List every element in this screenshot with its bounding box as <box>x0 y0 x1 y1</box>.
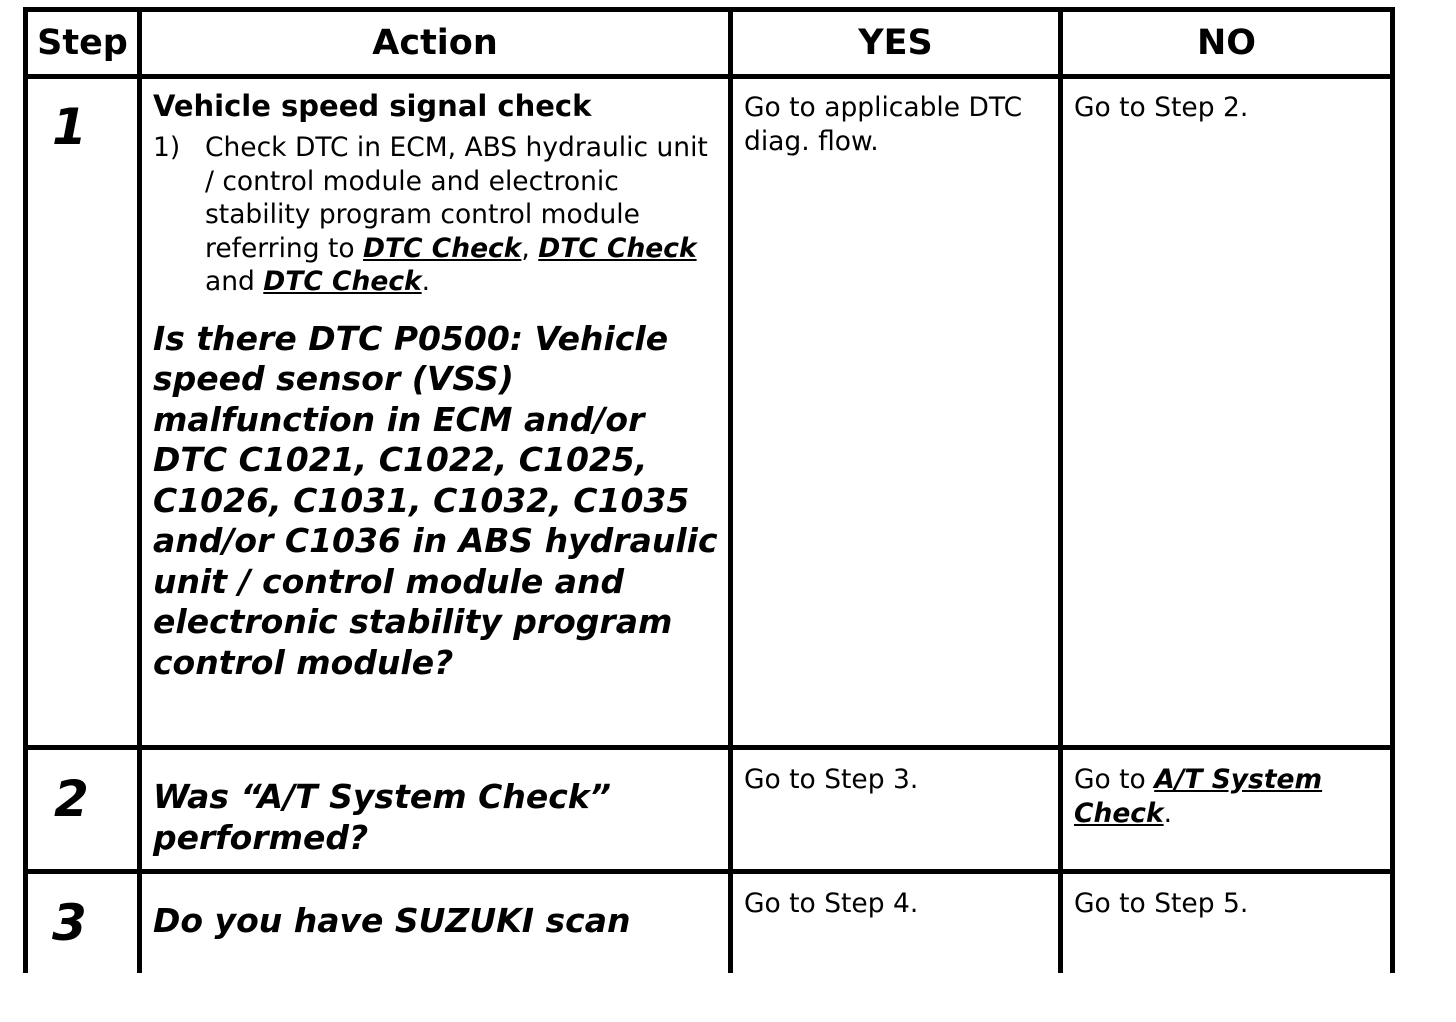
at-system-check-link[interactable]: A/T System Check <box>1074 764 1323 829</box>
no-suffix: . <box>1163 797 1173 829</box>
dtc-check-link[interactable]: DTC Check <box>263 266 422 298</box>
substep-item <box>153 131 719 299</box>
sentence-end: . <box>421 266 431 298</box>
table-right-border <box>1390 7 1395 973</box>
substep-text-body: Check DTC in ECM, ABS hydraulic unit / control module and electronic stability program control module referring to <box>205 132 708 264</box>
substep-number: 1) <box>153 132 181 164</box>
table-top-border <box>23 7 1395 12</box>
action-title: Vehicle speed signal check <box>153 89 592 123</box>
action-question: Was “A/T System Check” performed? <box>153 777 611 857</box>
no-result: Go to Step 5. <box>1074 888 1249 919</box>
action-yes-divider <box>728 7 733 973</box>
yes-result: Go to Step 4. <box>744 888 919 919</box>
dtc-check-link[interactable]: DTC Check <box>363 232 522 264</box>
no-prefix: Go to <box>1074 764 1155 795</box>
substep-text <box>205 131 719 299</box>
action-question: Is there DTC P0500: Vehicle speed sensor (VSS) malfunction in ECM and/or DTC C1021, C1022, C1025, C1026, C1031, C1032, C1035 and/or C1036 in ABS hydraulic unit / control module and electronic stability program control module? <box>153 318 718 682</box>
header-step: Step <box>37 23 128 63</box>
header-bottom-border <box>23 74 1395 79</box>
step-number: 2 <box>54 770 89 828</box>
separator: and <box>205 266 264 298</box>
yes-result: Go to Step 3. <box>744 764 919 795</box>
action-question: Do you have SUZUKI scan <box>153 901 631 940</box>
step-action-divider <box>137 7 142 973</box>
header-no: NO <box>1196 23 1257 63</box>
no-result: Go to Step 2. <box>1074 92 1249 123</box>
row2-bottom-border <box>23 869 1395 874</box>
action-cell <box>153 90 719 683</box>
yes-no-divider <box>1058 7 1063 973</box>
header-yes: YES <box>858 23 933 63</box>
row1-bottom-border <box>23 745 1395 750</box>
step-number: 3 <box>52 894 87 952</box>
no-result <box>1074 763 1379 830</box>
dtc-check-link[interactable]: DTC Check <box>538 232 697 264</box>
step-number: 1 <box>52 98 87 156</box>
yes-result: Go to applicable DTC diag. flow. <box>744 92 1023 157</box>
separator: , <box>521 232 539 264</box>
header-action: Action <box>372 23 498 63</box>
substep-list <box>153 131 719 299</box>
table-left-border <box>23 7 28 973</box>
